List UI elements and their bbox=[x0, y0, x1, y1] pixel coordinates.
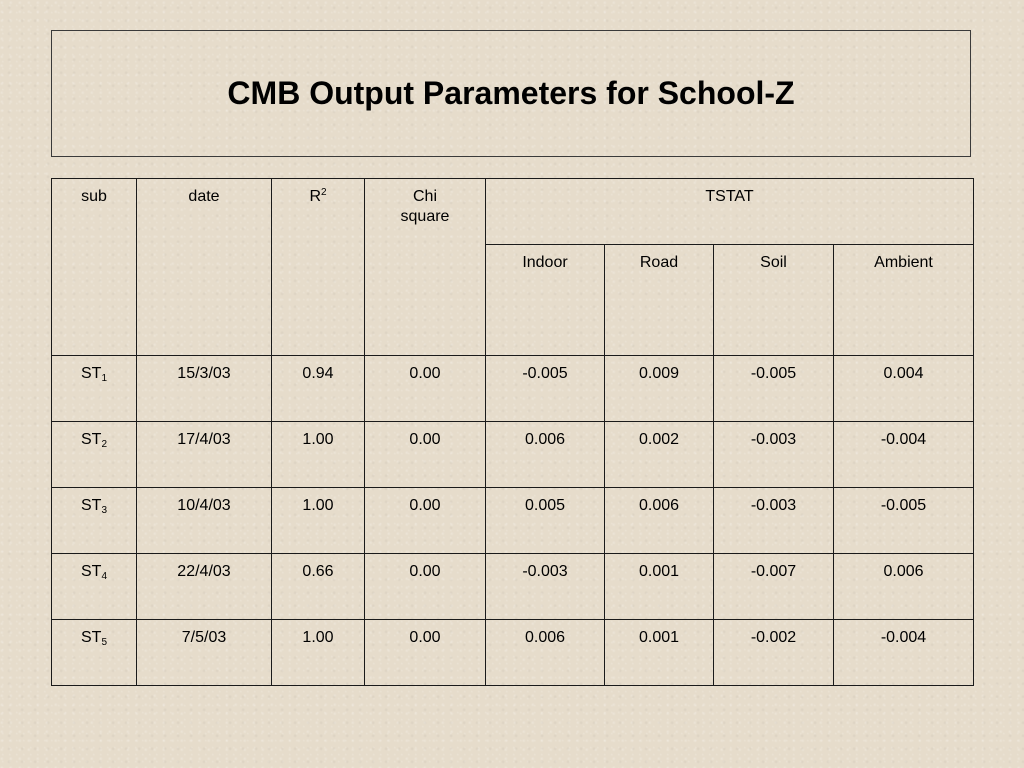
cell-soil: -0.003 bbox=[714, 422, 834, 488]
header-date bbox=[137, 179, 272, 356]
header-road: Road bbox=[605, 245, 714, 356]
cell-r2: 1.00 bbox=[272, 422, 365, 488]
cell-date: 10/4/03 bbox=[137, 488, 272, 554]
cell-ambient: 0.006 bbox=[834, 554, 974, 620]
cell-chi: 0.00 bbox=[365, 620, 486, 686]
cell-indoor: -0.003 bbox=[486, 554, 605, 620]
header-tstat bbox=[486, 179, 974, 245]
cell-indoor: 0.006 bbox=[486, 422, 605, 488]
cell-r2: 1.00 bbox=[272, 620, 365, 686]
cell-road: 0.002 bbox=[605, 422, 714, 488]
cell-r2: 0.94 bbox=[272, 356, 365, 422]
cell-chi: 0.00 bbox=[365, 554, 486, 620]
sub-base: ST bbox=[80, 563, 102, 580]
sub-index: 1 bbox=[101, 373, 107, 384]
cell-soil: -0.002 bbox=[714, 620, 834, 686]
cell-indoor: -0.005 bbox=[486, 356, 605, 422]
cell-soil: -0.005 bbox=[714, 356, 834, 422]
sub-base: ST bbox=[80, 629, 102, 646]
cell-chi: 0.00 bbox=[365, 356, 486, 422]
cell-road: 0.001 bbox=[605, 554, 714, 620]
header-row bbox=[52, 179, 974, 245]
header-chi-square bbox=[365, 179, 486, 356]
cell-sub bbox=[52, 356, 137, 422]
cell-date: 22/4/03 bbox=[137, 554, 272, 620]
header-r2-superscript: 2 bbox=[321, 187, 327, 198]
title-box bbox=[51, 30, 971, 157]
cell-chi: 0.00 bbox=[365, 488, 486, 554]
sub-index: 3 bbox=[101, 505, 107, 516]
cell-indoor: 0.006 bbox=[486, 620, 605, 686]
cell-soil: -0.007 bbox=[714, 554, 834, 620]
header-soil: Soil bbox=[714, 245, 834, 356]
cell-ambient: -0.004 bbox=[834, 422, 974, 488]
table-row bbox=[52, 554, 974, 620]
sub-index: 2 bbox=[101, 439, 107, 450]
sub-index: 4 bbox=[101, 571, 107, 582]
cell-road: 0.006 bbox=[605, 488, 714, 554]
table-row bbox=[52, 356, 974, 422]
cell-r2: 0.66 bbox=[272, 554, 365, 620]
header-ambient: Ambient bbox=[834, 245, 974, 356]
cell-date: 15/3/03 bbox=[137, 356, 272, 422]
cell-sub bbox=[52, 422, 137, 488]
table-row bbox=[52, 488, 974, 554]
table-row bbox=[52, 422, 974, 488]
header-chi-line2: square bbox=[400, 208, 450, 225]
header-r2-label: R bbox=[309, 188, 321, 205]
cell-date: 17/4/03 bbox=[137, 422, 272, 488]
sub-base: ST bbox=[80, 431, 102, 448]
header-r2 bbox=[272, 179, 365, 356]
page-title: CMB Output Parameters for School-Z bbox=[227, 75, 795, 111]
cmb-output-table bbox=[51, 178, 974, 686]
header-sub-label: sub bbox=[81, 188, 107, 205]
cell-soil: -0.003 bbox=[714, 488, 834, 554]
header-chi-line1: Chi bbox=[412, 188, 437, 205]
cell-road: 0.009 bbox=[605, 356, 714, 422]
cell-chi: 0.00 bbox=[365, 422, 486, 488]
cell-r2: 1.00 bbox=[272, 488, 365, 554]
cell-sub bbox=[52, 488, 137, 554]
cell-sub bbox=[52, 554, 137, 620]
sub-base: ST bbox=[80, 497, 102, 514]
cell-indoor: 0.005 bbox=[486, 488, 605, 554]
sub-index: 5 bbox=[101, 637, 107, 648]
header-date-label: date bbox=[188, 188, 220, 205]
cell-ambient: -0.005 bbox=[834, 488, 974, 554]
cell-ambient: 0.004 bbox=[834, 356, 974, 422]
cell-ambient: -0.004 bbox=[834, 620, 974, 686]
header-tstat-label: TSTAT bbox=[705, 188, 754, 205]
cell-date: 7/5/03 bbox=[137, 620, 272, 686]
table-row bbox=[52, 620, 974, 686]
header-sub bbox=[52, 179, 137, 356]
header-indoor: Indoor bbox=[486, 245, 605, 356]
sub-base: ST bbox=[80, 365, 102, 382]
cell-sub bbox=[52, 620, 137, 686]
cell-road: 0.001 bbox=[605, 620, 714, 686]
